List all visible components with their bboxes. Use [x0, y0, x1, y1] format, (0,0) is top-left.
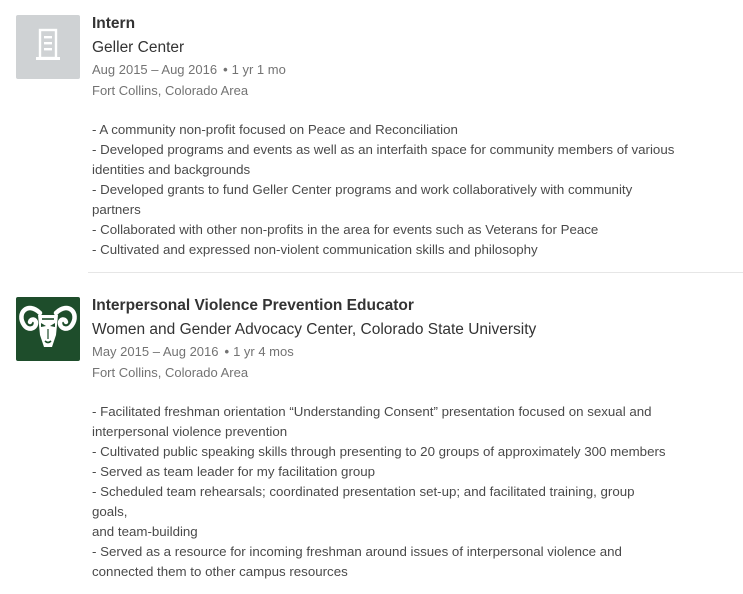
separator-dot: • [224, 344, 230, 359]
description-line: - Served as team leader for my facilitation group [92, 464, 376, 479]
description-line: - A community non-profit focused on Peace and Reconciliation [92, 122, 458, 137]
description-line: - Facilitated freshman orientation “Understanding Consent” presentation focused on sexual and [92, 404, 652, 419]
description-line: - Served as a resource for incoming freshman around issues of interpersonal violence and [92, 544, 622, 559]
description-line: - Cultivated public speaking skills through presenting to 20 groups of approximately 300 members [92, 444, 666, 459]
company-logo-placeholder[interactable] [16, 15, 80, 79]
description-line: and team-building [92, 524, 198, 539]
description-line: connected them to other campus resources [92, 564, 348, 579]
description-line: identities and backgrounds [92, 162, 251, 177]
duration: 1 yr 4 mos [233, 344, 294, 359]
description-line: - Developed grants to fund Geller Center programs and work collaboratively with community [92, 182, 633, 197]
entry-divider [88, 272, 743, 273]
date-range-row [92, 61, 732, 79]
description [92, 120, 732, 260]
duration: 1 yr 1 mo [231, 62, 286, 77]
description-line: goals, [92, 504, 128, 519]
job-title[interactable]: Interpersonal Violence Prevention Educator [92, 297, 414, 314]
date-range-row [92, 343, 732, 361]
entry-details [92, 14, 732, 260]
location: Fort Collins, Colorado Area [92, 83, 249, 98]
description-line: partners [92, 202, 141, 217]
description-line: - Developed programs and events as well as an interfaith space for community members of various [92, 142, 675, 157]
description-line: - Scheduled team rehearsals; coordinated presentation set-up; and facilitated training, group [92, 484, 635, 499]
separator-dot: • [223, 62, 228, 77]
location: Fort Collins, Colorado Area [92, 365, 249, 380]
company-name[interactable]: Women and Gender Advocacy Center, Colorado State University [92, 321, 537, 338]
description [92, 402, 732, 582]
entry-details [92, 296, 732, 582]
date-range: Aug 2015 – Aug 2016 [92, 62, 218, 77]
company-logo-csu[interactable] [16, 297, 80, 361]
date-range: May 2015 – Aug 2016 [92, 344, 219, 359]
description-line: - Collaborated with other non-profits in the area for events such as Veterans for Peace [92, 222, 599, 237]
description-line: interpersonal violence prevention [92, 424, 288, 439]
description-line: - Cultivated and expressed non-violent communication skills and philosophy [92, 242, 538, 257]
building-icon [34, 28, 62, 67]
job-title[interactable]: Intern [92, 15, 136, 32]
ram-head-icon [18, 299, 78, 360]
company-name[interactable]: Geller Center [92, 39, 185, 56]
